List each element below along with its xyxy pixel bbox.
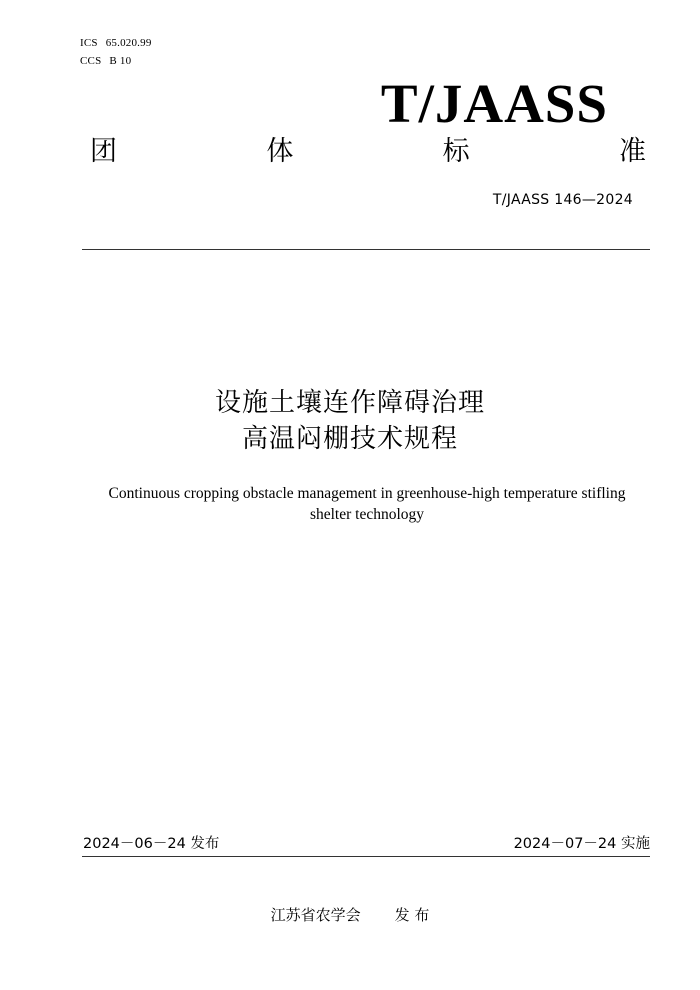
standard-type-char: 标 <box>442 136 470 167</box>
chinese-title-line: 设施土壤连作障碍治理 <box>214 388 485 418</box>
standard-type-char: 体 <box>266 136 294 167</box>
implementation-date: 2024－07－24 实施 <box>513 836 650 852</box>
publisher-line <box>0 905 700 925</box>
bottom-divider <box>82 856 650 857</box>
classification-codes <box>80 34 152 70</box>
top-divider <box>82 249 650 250</box>
ics-code: 65.020.99 <box>105 37 152 49</box>
standard-type-char: 准 <box>618 136 646 167</box>
english-title <box>80 483 654 525</box>
chinese-title <box>0 385 700 457</box>
ccs-row <box>80 52 152 70</box>
standard-type-heading <box>90 134 646 170</box>
standard-number: T/JAASS 146—2024 <box>492 192 633 208</box>
ccs-label: CCS <box>80 55 102 67</box>
ccs-code: B 10 <box>109 55 132 67</box>
issue-date: 2024－06－24 发布 <box>83 836 220 852</box>
organization-code: T/JAASS <box>380 73 608 134</box>
chinese-title-line: 高温闷棚技术规程 <box>241 424 458 454</box>
publish-action: 发 布 <box>394 906 430 924</box>
ics-row <box>80 34 152 52</box>
english-title-line: Continuous cropping obstacle management in greenhouse-high temperature stifling <box>108 485 626 502</box>
standard-type-char: 团 <box>90 136 117 167</box>
english-title-line: shelter technology <box>309 506 425 523</box>
publisher-name: 江苏省农学会 <box>270 906 361 924</box>
ics-label: ICS <box>80 37 98 49</box>
